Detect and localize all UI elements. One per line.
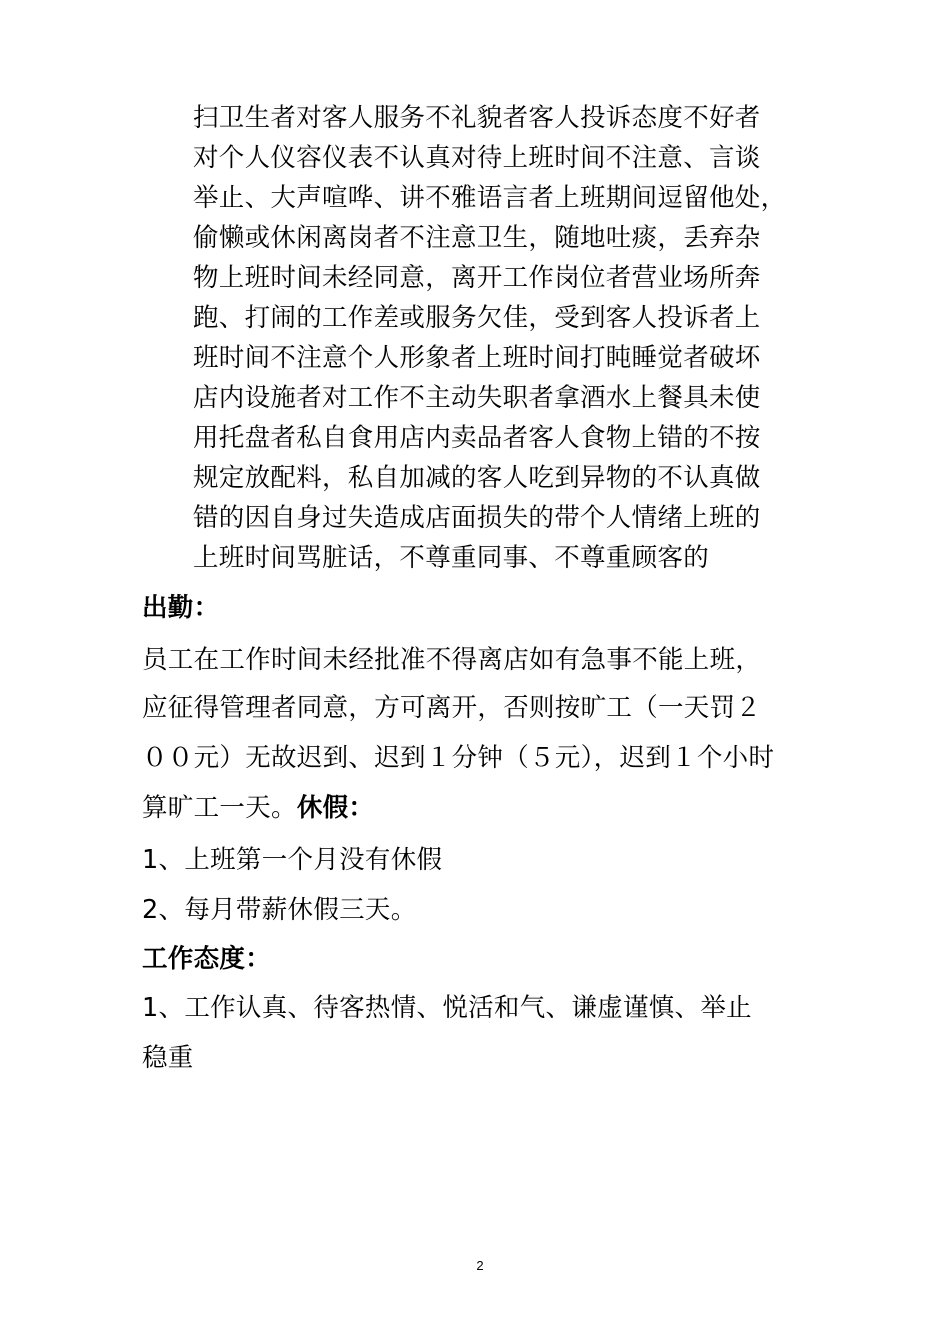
rules-text-line: 扫卫生者对客人服务不礼貌者客人投诉态度不好者 [193,103,761,133]
attendance-text-line: 员工在工作时间未经批准不得离店如有急事不能上班， [142,645,762,675]
rules-text-line: 偷懒或休闲离岗者不注意卫生，随地吐痰，丢弃杂 [193,223,761,253]
rules-text-line: 错的因自身过失造成店面损失的带个人情绪上班的 [193,503,761,533]
work-attitude-item: 1、工作认真、待客热情、悦活和气、谦虚谨慎、举止 [142,993,752,1023]
rules-text-line: 举止、大声喧哗、讲不雅语言者上班期间逗留他处， [193,183,787,213]
leave-heading: 休假： [296,793,375,823]
rules-text-line: 用托盘者私自食用店内卖品者客人食物上错的不按 [193,423,761,453]
attendance-heading: 出勤： [142,593,220,623]
rules-text-line: 店内设施者对工作不主动失职者拿酒水上餐具未使 [193,383,761,413]
rules-text-line: 规定放配料，私自加减的客人吃到异物的不认真做 [193,463,761,493]
work-attitude-item-continued: 稳重 [142,1043,194,1073]
rules-text-line: 物上班时间未经同意，离开工作岗位者营业场所奔 [193,263,761,293]
rules-text-line: 班时间不注意个人形象者上班时间打盹睡觉者破坏 [193,343,761,373]
leave-item: 1、上班第一个月没有休假 [142,845,443,875]
rules-text-line: 上班时间骂脏话，不尊重同事、不尊重顾客的 [193,543,710,573]
work-attitude-heading: 工作态度： [142,944,272,974]
attendance-last-line [142,793,374,823]
page-number: 2 [476,1258,484,1273]
rules-text-line: 对个人仪容仪表不认真对待上班时间不注意、言谈 [193,143,761,173]
attendance-text-line: ００元）无故迟到、迟到１分钟（５元），迟到１个小时 [142,743,775,773]
leave-item: 2、每月带薪休假三天。 [142,895,417,925]
attendance-text-line: 应征得管理者同意，方可离开，否则按旷工（一天罚２ [142,693,762,723]
attendance-text-line: 算旷工一天。 [142,793,297,823]
rules-text-line: 跑、打闹的工作差或服务欠佳，受到客人投诉者上 [193,303,761,333]
